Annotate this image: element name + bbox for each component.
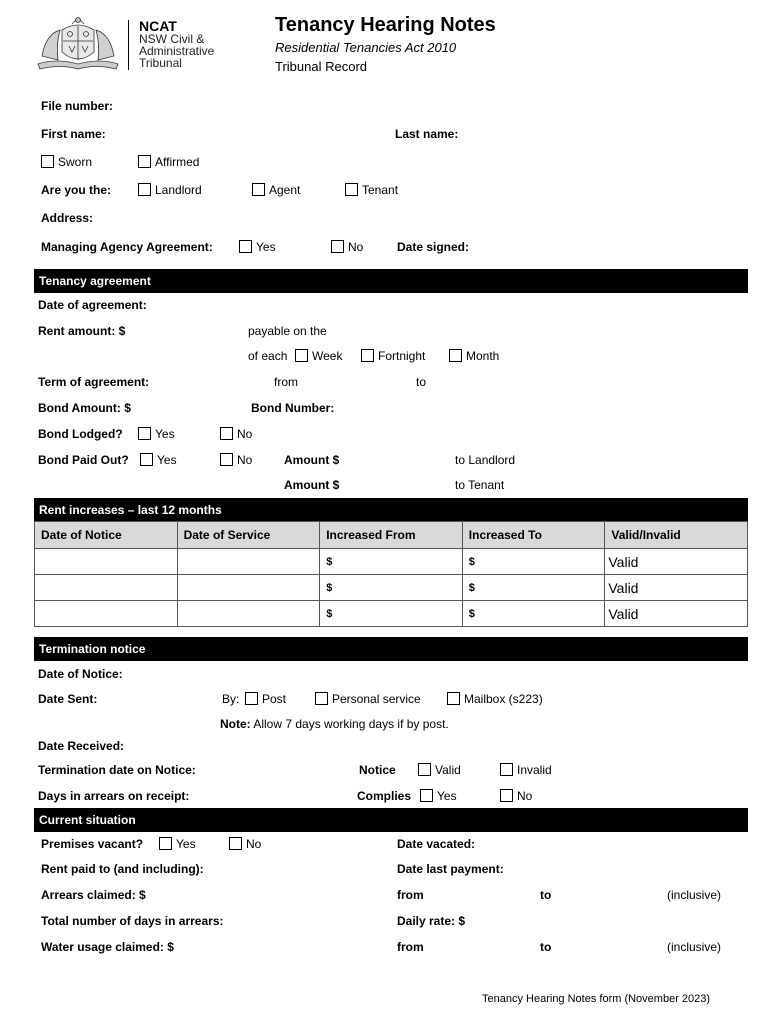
notice-invalid-option[interactable]: Invalid (500, 763, 552, 777)
bond-lodged-no-checkbox[interactable] (220, 427, 233, 440)
file-number-label: File number: (41, 99, 114, 113)
page-title: Tenancy Hearing Notes (275, 14, 496, 36)
org-line-3: Tribunal (139, 56, 182, 70)
date-last-payment-label: Date last payment: (397, 862, 504, 876)
column-header-increased-to: Increased To (462, 522, 605, 549)
arrears-to-label: to (540, 888, 552, 902)
arrears-inclusive-label: (inclusive) (667, 888, 722, 902)
daily-rate-label: Daily rate: $ (397, 914, 466, 928)
are-you-label: Are you the: (41, 183, 112, 197)
rent-increases-heading: Rent increases – last 12 months (34, 498, 748, 522)
week-checkbox[interactable] (295, 349, 308, 362)
date-vacated-label: Date vacated: (397, 837, 476, 851)
date-of-notice-cell[interactable] (35, 575, 178, 601)
premises-vacant-label: Premises vacant? (41, 837, 144, 851)
complies-yes-checkbox[interactable] (420, 789, 433, 802)
date-of-service-cell[interactable] (177, 601, 320, 627)
landlord-checkbox[interactable] (138, 183, 151, 196)
termination-date-label: Termination date on Notice: (38, 763, 196, 777)
premises-yes-option[interactable]: Yes (159, 837, 196, 851)
sworn-option[interactable]: Sworn (41, 155, 92, 169)
month-checkbox[interactable] (449, 349, 462, 362)
water-from-label: from (397, 940, 424, 954)
to-landlord-label: to Landlord (455, 453, 516, 467)
rent-increases-table (34, 521, 748, 627)
complies-label: Complies (357, 789, 412, 803)
increased-to-cell[interactable]: $ (462, 575, 605, 601)
arrears-from-label: from (397, 888, 424, 902)
date-sent-label: Date Sent: (38, 692, 98, 706)
mailbox-checkbox[interactable] (447, 692, 460, 705)
column-header-valid-invalid: Valid/Invalid (605, 522, 748, 549)
increased-to-cell[interactable]: $ (462, 601, 605, 627)
date-of-agreement-label: Date of agreement: (38, 298, 147, 312)
address-label: Address: (41, 211, 94, 225)
increased-from-cell[interactable]: $ (320, 601, 463, 627)
water-to-label: to (540, 940, 552, 954)
bond-lodged-yes-checkbox[interactable] (138, 427, 151, 440)
days-in-arrears-label: Days in arrears on receipt: (38, 789, 190, 803)
termination-notice-heading: Termination notice (34, 637, 748, 661)
notice-valid-option[interactable]: Valid (418, 763, 461, 777)
water-inclusive-label: (inclusive) (667, 940, 722, 954)
bond-amount-label: Bond Amount: $ (38, 401, 131, 415)
record-label: Tribunal Record (275, 59, 368, 74)
tenant-option[interactable]: Tenant (345, 183, 398, 197)
amount-tenant-label: Amount $ (284, 478, 340, 492)
date-of-service-cell[interactable] (177, 575, 320, 601)
date-signed-label: Date signed: (397, 240, 470, 254)
org-short-name: NCAT (139, 18, 177, 34)
post-option[interactable]: Post (245, 692, 286, 706)
notice-label: Notice (359, 763, 396, 777)
date-of-notice-cell[interactable] (35, 601, 178, 627)
date-of-notice-cell[interactable] (35, 549, 178, 575)
sworn-checkbox[interactable] (41, 155, 54, 168)
managing-yes-checkbox[interactable] (239, 240, 252, 253)
complies-yes-option[interactable]: Yes (420, 789, 457, 803)
nsw-coat-of-arms-logo (36, 16, 120, 72)
current-situation-heading: Current situation (34, 808, 748, 832)
first-name-label: First name: (41, 127, 106, 141)
date-received-label: Date Received: (38, 739, 125, 753)
valid-select-cell[interactable]: Valid (605, 601, 748, 627)
premises-no-checkbox[interactable] (229, 837, 242, 850)
payable-on-label: payable on the (248, 324, 327, 338)
term-from-label: from (274, 375, 298, 389)
table-row (35, 601, 748, 627)
term-of-agreement-label: Term of agreement: (38, 375, 150, 389)
increased-from-cell[interactable]: $ (320, 549, 463, 575)
fortnight-checkbox[interactable] (361, 349, 374, 362)
personal-service-checkbox[interactable] (315, 692, 328, 705)
valid-select-cell[interactable]: Valid (605, 575, 748, 601)
agent-option[interactable]: Agent (252, 183, 300, 197)
column-header-date-of-service: Date of Service (177, 522, 320, 549)
amount-landlord-label: Amount $ (284, 453, 340, 467)
month-option[interactable]: Month (449, 349, 499, 363)
affirmed-option[interactable]: Affirmed (138, 155, 199, 169)
post-note: Note: Allow 7 days working days if by post. (220, 717, 449, 731)
bond-paid-no-checkbox[interactable] (220, 453, 233, 466)
premises-no-option[interactable]: No (229, 837, 261, 851)
notice-valid-checkbox[interactable] (418, 763, 431, 776)
managing-yes-option[interactable]: Yes (239, 240, 276, 254)
table-row (35, 575, 748, 601)
org-line-2: Administrative (139, 44, 215, 58)
column-header-increased-from: Increased From (320, 522, 463, 549)
managing-no-checkbox[interactable] (331, 240, 344, 253)
page-subtitle: Residential Tenancies Act 2010 (275, 40, 457, 55)
by-label: By: (222, 692, 240, 706)
premises-yes-checkbox[interactable] (159, 837, 172, 850)
increased-to-cell[interactable]: $ (462, 549, 605, 575)
table-header-row (35, 522, 748, 549)
arrears-claimed-label: Arrears claimed: $ (41, 888, 146, 902)
managing-agency-label: Managing Agency Agreement: (41, 240, 213, 254)
total-days-arrears-label: Total number of days in arrears: (41, 914, 224, 928)
complies-no-checkbox[interactable] (500, 789, 513, 802)
agent-checkbox[interactable] (252, 183, 265, 196)
landlord-option[interactable]: Landlord (138, 183, 202, 197)
to-tenant-label: to Tenant (455, 478, 505, 492)
of-each-label: of each (248, 349, 288, 363)
term-to-label: to (416, 375, 427, 389)
increased-from-cell[interactable]: $ (320, 575, 463, 601)
tenant-checkbox[interactable] (345, 183, 358, 196)
date-of-service-cell[interactable] (177, 549, 320, 575)
bond-number-label: Bond Number: (251, 401, 335, 415)
date-of-notice-label: Date of Notice: (38, 667, 123, 681)
table-row (35, 549, 748, 575)
column-header-date-of-notice: Date of Notice (35, 522, 178, 549)
rent-paid-to-label: Rent paid to (and including): (41, 862, 204, 876)
last-name-label: Last name: (395, 127, 459, 141)
managing-no-option[interactable]: No (331, 240, 363, 254)
bond-paid-no-option[interactable]: No (220, 453, 252, 467)
org-line-1: NSW Civil & (139, 32, 205, 46)
tenancy-agreement-heading: Tenancy agreement (34, 269, 748, 293)
bond-lodged-label: Bond Lodged? (38, 427, 123, 441)
bond-paid-yes-checkbox[interactable] (140, 453, 153, 466)
footer-form-label: Tenancy Hearing Notes form (November 2023) (482, 993, 711, 1005)
fortnight-option[interactable]: Fortnight (361, 349, 425, 363)
header-divider (128, 20, 129, 70)
rent-amount-label: Rent amount: $ (38, 324, 126, 338)
mailbox-option[interactable]: Mailbox (s223) (447, 692, 543, 706)
personal-service-option[interactable]: Personal service (315, 692, 421, 706)
post-checkbox[interactable] (245, 692, 258, 705)
valid-select-cell[interactable]: Valid (605, 549, 748, 575)
bond-lodged-no-option[interactable]: No (220, 427, 252, 441)
bond-paid-yes-option[interactable]: Yes (140, 453, 177, 467)
notice-invalid-checkbox[interactable] (500, 763, 513, 776)
complies-no-option[interactable]: No (500, 789, 532, 803)
bond-paid-out-label: Bond Paid Out? (38, 453, 129, 467)
bond-lodged-yes-option[interactable]: Yes (138, 427, 175, 441)
week-option[interactable]: Week (295, 349, 342, 363)
affirmed-checkbox[interactable] (138, 155, 151, 168)
water-usage-label: Water usage claimed: $ (41, 940, 174, 954)
